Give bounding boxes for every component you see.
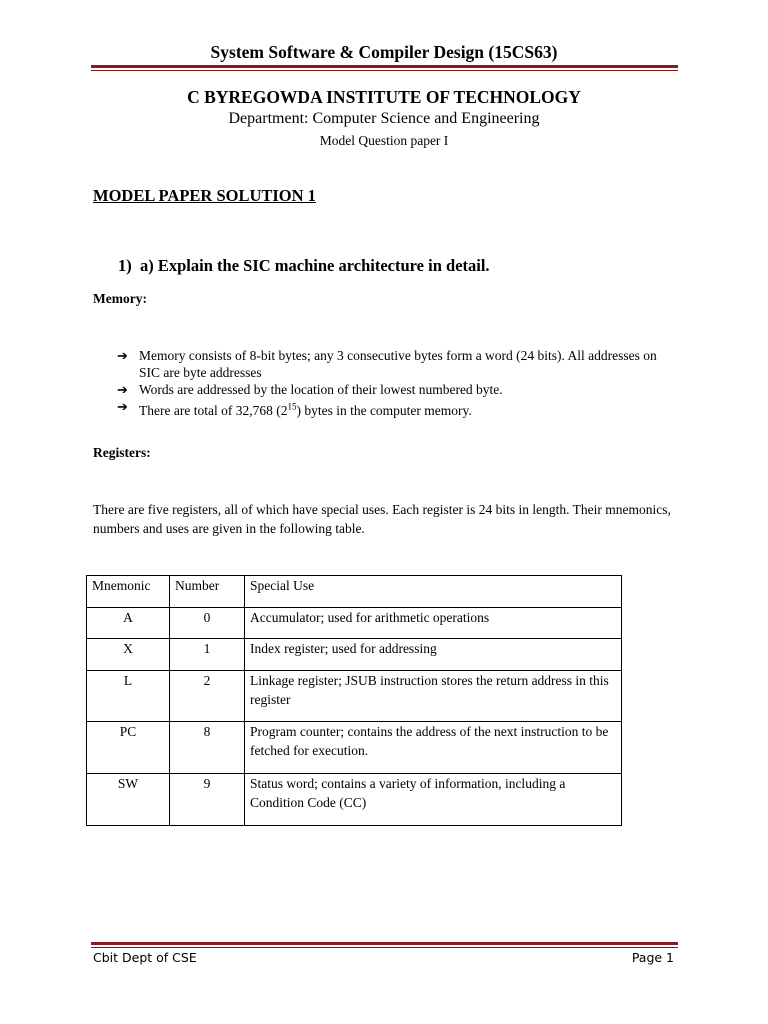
mnemonic-cell: X bbox=[87, 639, 170, 671]
right-arrow-icon: ➔ bbox=[117, 382, 128, 397]
number-cell: 0 bbox=[170, 608, 245, 639]
use-cell: Accumulator; used for arithmetic operations bbox=[245, 608, 622, 639]
use-cell: Status word; contains a variety of information, including a Condition Code (CC) bbox=[245, 774, 622, 826]
number-cell: 2 bbox=[170, 671, 245, 722]
table-row bbox=[87, 774, 622, 826]
table-row bbox=[87, 608, 622, 639]
page-number: Page 1 bbox=[631, 950, 674, 965]
footer-rule-thin bbox=[91, 947, 678, 948]
total-prefix: There are total of 32,768 (2 bbox=[139, 402, 288, 418]
bullet-text: Memory consists of 8-bit bytes; any 3 consecutive bytes form a word (24 bits). All addresses on SIC are byte addresses bbox=[139, 348, 657, 380]
footer-department: Cbit Dept of CSE bbox=[93, 950, 197, 965]
question-heading bbox=[118, 256, 490, 276]
memory-heading: Memory: bbox=[93, 291, 147, 306]
number-cell: 8 bbox=[170, 722, 245, 774]
column-header: Mnemonic bbox=[87, 576, 170, 608]
bullet-text bbox=[139, 403, 472, 418]
use-cell: Program counter; contains the address of the next instruction to be fetched for execution. bbox=[245, 722, 622, 774]
registers-heading: Registers: bbox=[93, 445, 151, 460]
running-header: System Software & Compiler Design (15CS63) bbox=[210, 42, 558, 62]
question-text: a) Explain the SIC machine architecture in detail. bbox=[140, 256, 490, 275]
bullet-text: Words are addressed by the location of their lowest numbered byte. bbox=[139, 382, 503, 397]
registers-intro: There are five registers, all of which have special uses. Each register is 24 bits in length. Their mnemonics, numbers and uses are given in the following table. bbox=[93, 502, 671, 536]
memory-bullet-list bbox=[117, 347, 677, 419]
column-header: Special Use bbox=[245, 576, 622, 608]
number-cell: 1 bbox=[170, 639, 245, 671]
footer-rule-thick bbox=[91, 942, 678, 945]
mnemonic-cell: L bbox=[87, 671, 170, 722]
table-row bbox=[87, 639, 622, 671]
total-exponent: 15 bbox=[287, 401, 297, 411]
mnemonic-cell: SW bbox=[87, 774, 170, 826]
number-cell: 9 bbox=[170, 774, 245, 826]
table-header-row bbox=[87, 576, 622, 608]
registers-table bbox=[86, 575, 622, 826]
list-item bbox=[117, 381, 677, 398]
question-number: 1) bbox=[118, 256, 132, 275]
use-cell: Index register; used for addressing bbox=[245, 639, 622, 671]
paper-name: Model Question paper I bbox=[319, 133, 449, 148]
table-row bbox=[87, 722, 622, 774]
right-arrow-icon: ➔ bbox=[117, 348, 128, 363]
column-header: Number bbox=[170, 576, 245, 608]
mnemonic-cell: A bbox=[87, 608, 170, 639]
list-item bbox=[117, 347, 677, 381]
table-row bbox=[87, 671, 622, 722]
right-arrow-icon: ➔ bbox=[117, 399, 128, 414]
institute-name: C BYREGOWDA INSTITUTE OF TECHNOLOGY bbox=[187, 87, 581, 107]
use-cell: Linkage register; JSUB instruction stores the return address in this register bbox=[245, 671, 622, 722]
header-rule-thin bbox=[91, 70, 678, 71]
total-suffix: ) bytes in the computer memory. bbox=[296, 402, 472, 418]
department-name: Department: Computer Science and Engineering bbox=[228, 110, 540, 127]
list-item bbox=[117, 398, 677, 419]
header-rule-thick bbox=[91, 65, 678, 68]
mnemonic-cell: PC bbox=[87, 722, 170, 774]
section-title: MODEL PAPER SOLUTION 1 bbox=[93, 186, 316, 205]
